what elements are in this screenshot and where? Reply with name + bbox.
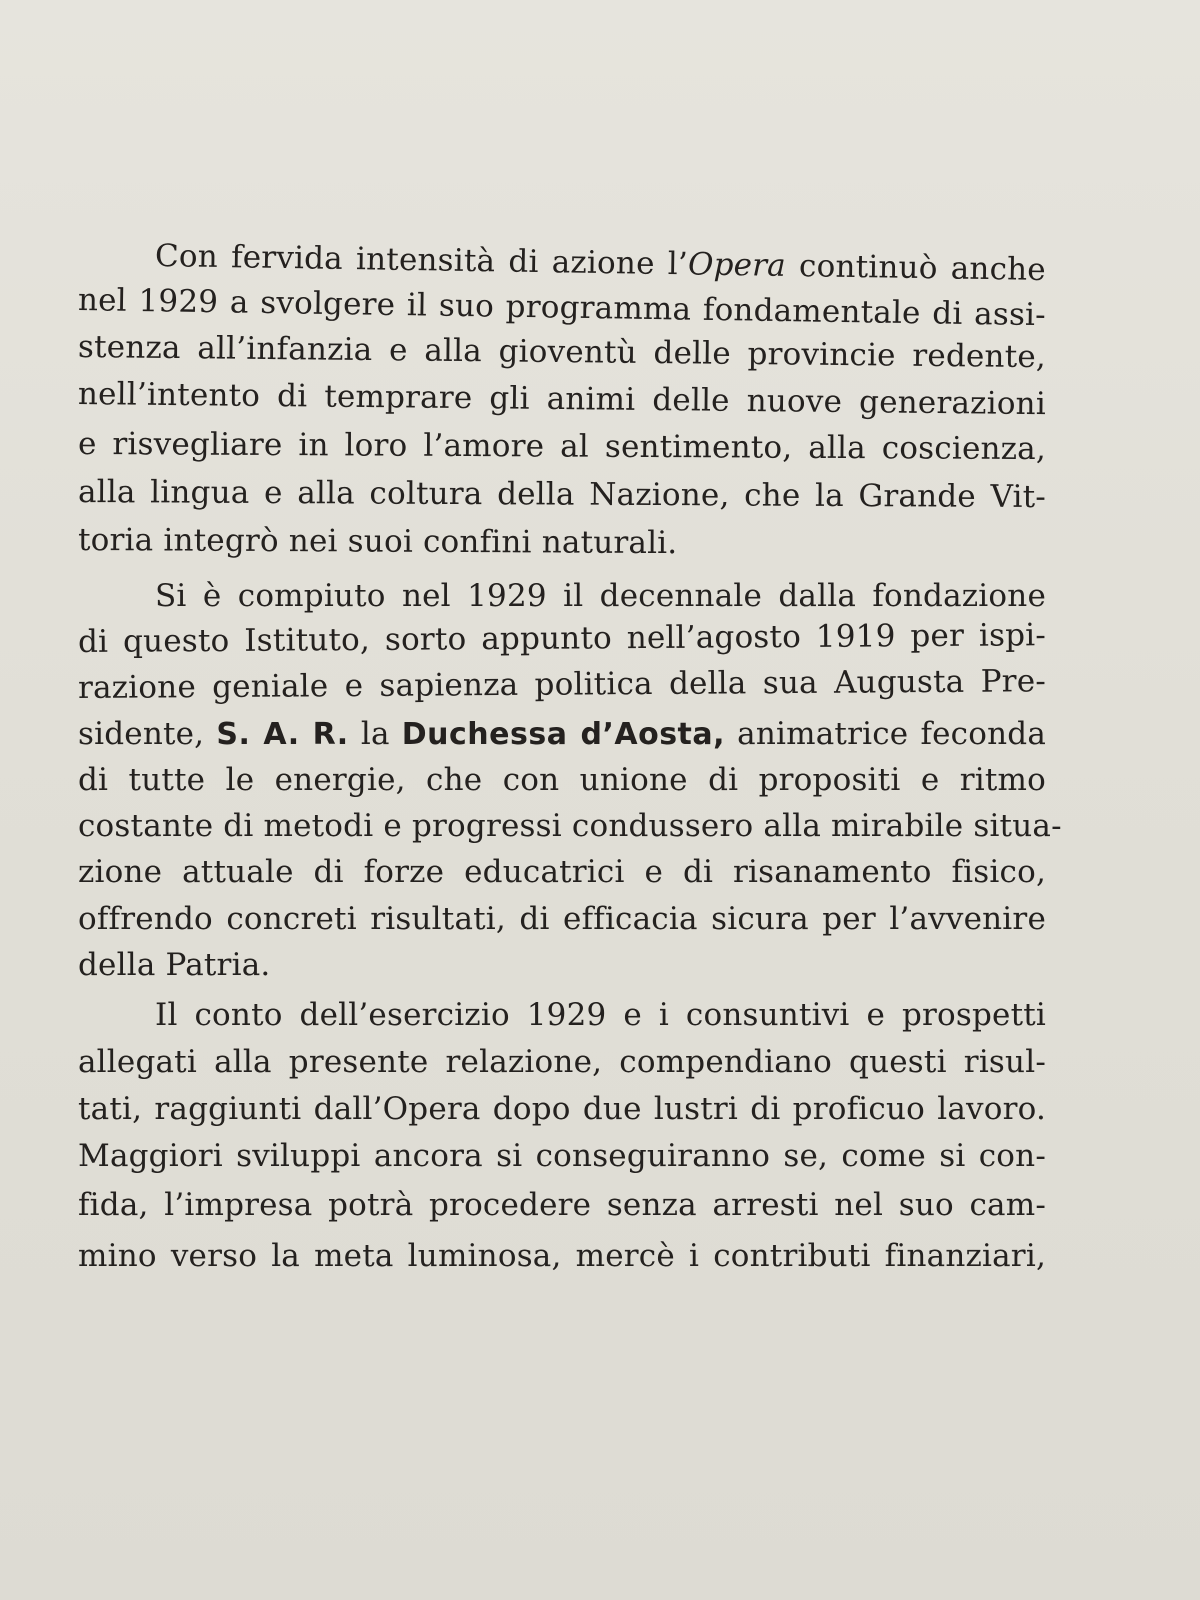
text-line: costante di metodi e progressi condussero alla mirabile situa-	[78, 808, 1062, 844]
text-line	[155, 236, 1047, 290]
text-line: di tutte le energie, che con unione di propositi e ritmo	[78, 762, 1046, 798]
text-run: continuò anche	[785, 247, 1047, 288]
italic-word-opera: Opera	[687, 246, 787, 284]
text-line: mino verso la meta luminosa, mercè i contributi finanziari,	[78, 1238, 1046, 1274]
text-line: fida, l’impresa potrà procedere senza arresti nel suo cam-	[78, 1187, 1046, 1223]
text-line: stenza all’infanzia e alla gioventù delle provincie redente,	[77, 329, 1047, 376]
text-line: zione attuale di forze educatrici e di risanamento fisico,	[78, 854, 1046, 890]
text-line: e risvegliare in loro l’amore al sentimento, alla coscienza,	[77, 426, 1047, 468]
text-line: nel 1929 a svolgere il suo programma fondamentale di assi-	[77, 282, 1047, 334]
text-line: nell’intento di temprare gli animi delle nuove generazioni	[77, 376, 1047, 423]
text-run: Con fervida intensità di azione l’	[154, 238, 689, 283]
text-line: della Patria.	[78, 947, 271, 983]
text-line: razione geniale e sapienza politica della sua Augusta Pre-	[77, 663, 1047, 706]
text-line: alla lingua e alla coltura della Nazione, che la Grande Vit-	[77, 474, 1047, 516]
text-line: tati, raggiunti dall’Opera dopo due lustri di proficuo lavoro.	[78, 1091, 1046, 1127]
text-run: la	[348, 716, 402, 752]
text-line: Maggiori sviluppi ancora si conseguiranno se, come si con-	[78, 1138, 1046, 1174]
text-line: Il conto dell’esercizio 1929 e i consuntivi e prospetti	[155, 997, 1046, 1033]
text-run: animatrice feconda	[725, 716, 1047, 752]
text-line: Si è compiuto nel 1929 il decennale dalla fondazione	[155, 578, 1046, 614]
text-line: offrendo concreti risultati, di efficacia sicura per l’avvenire	[78, 901, 1046, 937]
text-line: allegati alla presente relazione, compendiano questi risul-	[78, 1044, 1046, 1080]
text-line	[78, 714, 1046, 754]
text-run: sidente,	[78, 716, 217, 752]
text-line: toria integrò nei suoi confini naturali.	[77, 522, 678, 562]
bold-title-sar: S. A. R.	[216, 717, 349, 752]
text-line: di questo Istituto, sorto appunto nell’agosto 1919 per ispi-	[77, 617, 1047, 660]
bold-name-duchessa: Duchessa d’Aosta,	[401, 717, 726, 752]
